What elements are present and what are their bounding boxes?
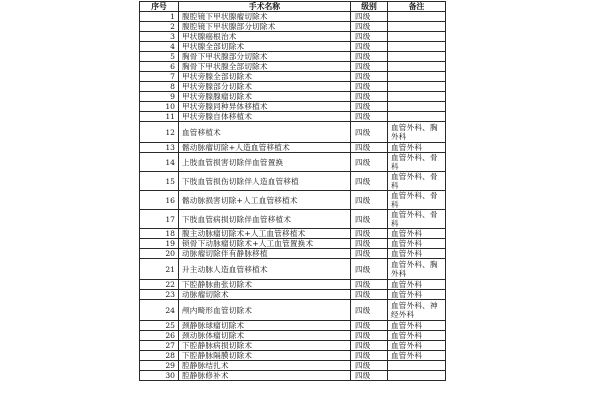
cell-surgery-name: 甲状旁腺自体移植术 bbox=[179, 112, 351, 122]
cell-surgery-name: 动脉瘤切除术 bbox=[179, 290, 351, 300]
table-row bbox=[140, 153, 446, 172]
cell-note bbox=[388, 82, 446, 92]
cell-level: 四级 bbox=[351, 143, 388, 153]
table-row bbox=[140, 122, 446, 143]
cell-level: 四级 bbox=[351, 52, 388, 62]
cell-note: 血管外科 bbox=[388, 229, 446, 239]
cell-no: 29 bbox=[140, 361, 179, 371]
cell-note bbox=[388, 102, 446, 112]
cell-surgery-name: 甲状旁腺部分切除术 bbox=[179, 82, 351, 92]
cell-level: 四级 bbox=[351, 351, 388, 361]
cell-note bbox=[388, 52, 446, 62]
table-row bbox=[140, 361, 446, 371]
cell-surgery-name: 甲状腺癌根治术 bbox=[179, 32, 351, 42]
cell-no: 27 bbox=[140, 341, 179, 351]
cell-note: 血管外科 bbox=[388, 249, 446, 259]
cell-level: 四级 bbox=[351, 331, 388, 341]
header-no: 序号 bbox=[140, 2, 179, 12]
cell-level: 四级 bbox=[351, 239, 388, 249]
cell-note: 血管外科 bbox=[388, 239, 446, 249]
cell-level: 四级 bbox=[351, 321, 388, 331]
cell-level: 四级 bbox=[351, 32, 388, 42]
cell-level: 四级 bbox=[351, 22, 388, 32]
cell-note: 血管外科 bbox=[388, 143, 446, 153]
cell-level: 四级 bbox=[351, 122, 388, 143]
cell-note: 血管外科 bbox=[388, 341, 446, 351]
cell-note: 血管外科 bbox=[388, 290, 446, 300]
table-row bbox=[140, 143, 446, 153]
cell-note bbox=[388, 32, 446, 42]
cell-no: 12 bbox=[140, 122, 179, 143]
cell-no: 30 bbox=[140, 371, 179, 381]
table-header bbox=[140, 2, 446, 12]
table-row bbox=[140, 229, 446, 239]
cell-surgery-name: 胸骨下甲状腺全部切除术 bbox=[179, 62, 351, 72]
table-row bbox=[140, 249, 446, 259]
cell-surgery-name: 髂动脉瘤切除+人造血管移植术 bbox=[179, 143, 351, 153]
cell-surgery-name: 颈动脉体瘤切除术 bbox=[179, 331, 351, 341]
cell-no: 5 bbox=[140, 52, 179, 62]
cell-surgery-name: 锁骨下动脉瘤切除术+人工血管置换术 bbox=[179, 239, 351, 249]
cell-level: 四级 bbox=[351, 172, 388, 191]
table-row bbox=[140, 172, 446, 191]
cell-surgery-name: 下肢血管病损切除伴血管移植术 bbox=[179, 210, 351, 229]
cell-level: 四级 bbox=[351, 371, 388, 381]
cell-no: 26 bbox=[140, 331, 179, 341]
cell-note bbox=[388, 42, 446, 52]
cell-level: 四级 bbox=[351, 290, 388, 300]
cell-no: 20 bbox=[140, 249, 179, 259]
cell-surgery-name: 血管移植术 bbox=[179, 122, 351, 143]
header-name: 手术名称 bbox=[179, 2, 351, 12]
cell-level: 四级 bbox=[351, 102, 388, 112]
cell-level: 四级 bbox=[351, 229, 388, 239]
cell-no: 8 bbox=[140, 82, 179, 92]
cell-note bbox=[388, 92, 446, 102]
cell-no: 24 bbox=[140, 300, 179, 321]
header-row bbox=[140, 2, 446, 12]
cell-no: 3 bbox=[140, 32, 179, 42]
cell-level: 四级 bbox=[351, 62, 388, 72]
cell-level: 四级 bbox=[351, 112, 388, 122]
table-row bbox=[140, 191, 446, 210]
table-row bbox=[140, 22, 446, 32]
cell-surgery-name: 颈静脉球瘤切除术 bbox=[179, 321, 351, 331]
cell-surgery-name: 上肢血管损害切除伴血管置换 bbox=[179, 153, 351, 172]
cell-no: 6 bbox=[140, 62, 179, 72]
cell-note: 血管外科、胸外科 bbox=[388, 122, 446, 143]
cell-no: 10 bbox=[140, 102, 179, 112]
cell-note: 血管外科、神经外科 bbox=[388, 300, 446, 321]
table-row bbox=[140, 92, 446, 102]
cell-no: 1 bbox=[140, 12, 179, 22]
cell-level: 四级 bbox=[351, 259, 388, 280]
cell-surgery-name: 动脉瘤切除伴有静脉移植 bbox=[179, 249, 351, 259]
cell-no: 22 bbox=[140, 280, 179, 290]
cell-note: 血管外科 bbox=[388, 351, 446, 361]
cell-surgery-name: 胸骨下甲状腺部分切除术 bbox=[179, 52, 351, 62]
table-row bbox=[140, 72, 446, 82]
cell-note bbox=[388, 112, 446, 122]
table-row bbox=[140, 210, 446, 229]
cell-level: 四级 bbox=[351, 191, 388, 210]
cell-note: 血管外科、骨科 bbox=[388, 191, 446, 210]
cell-level: 四级 bbox=[351, 92, 388, 102]
surgery-table bbox=[139, 1, 446, 381]
cell-surgery-name: 甲状旁腺腺瘤切除术 bbox=[179, 92, 351, 102]
cell-no: 11 bbox=[140, 112, 179, 122]
cell-level: 四级 bbox=[351, 249, 388, 259]
cell-no: 17 bbox=[140, 210, 179, 229]
cell-surgery-name: 甲状腺全部切除术 bbox=[179, 42, 351, 52]
cell-level: 四级 bbox=[351, 361, 388, 371]
cell-surgery-name: 腔静脉修补术 bbox=[179, 371, 351, 381]
cell-no: 19 bbox=[140, 239, 179, 249]
cell-no: 7 bbox=[140, 72, 179, 82]
cell-note bbox=[388, 72, 446, 82]
cell-level: 四级 bbox=[351, 72, 388, 82]
table-row bbox=[140, 341, 446, 351]
cell-surgery-name: 腹腔镜下甲状腺部分切除术 bbox=[179, 22, 351, 32]
cell-surgery-name: 升主动脉人造血管移植术 bbox=[179, 259, 351, 280]
cell-no: 23 bbox=[140, 290, 179, 300]
cell-note: 血管外科、骨科 bbox=[388, 153, 446, 172]
cell-note: 血管外科、胸外科 bbox=[388, 259, 446, 280]
cell-note: 血管外科 bbox=[388, 321, 446, 331]
table-row bbox=[140, 290, 446, 300]
cell-no: 18 bbox=[140, 229, 179, 239]
table-row bbox=[140, 112, 446, 122]
cell-surgery-name: 下腔静脉曲张切除术 bbox=[179, 280, 351, 290]
cell-note bbox=[388, 22, 446, 32]
table-body bbox=[140, 12, 446, 381]
cell-no: 25 bbox=[140, 321, 179, 331]
cell-surgery-name: 下腔静脉隔膜切除术 bbox=[179, 351, 351, 361]
cell-note bbox=[388, 12, 446, 22]
cell-surgery-name: 腔静脉结扎术 bbox=[179, 361, 351, 371]
table-row bbox=[140, 259, 446, 280]
cell-surgery-name: 下腔静脉病损切除术 bbox=[179, 341, 351, 351]
cell-surgery-name: 下肢血管损伤切除伴人造血管移植 bbox=[179, 172, 351, 191]
cell-no: 16 bbox=[140, 191, 179, 210]
table-row bbox=[140, 280, 446, 290]
cell-level: 四级 bbox=[351, 210, 388, 229]
table-row bbox=[140, 12, 446, 22]
cell-note: 血管外科、骨科 bbox=[388, 172, 446, 191]
cell-surgery-name: 髂动脉损害切除+人工血管移植术 bbox=[179, 191, 351, 210]
cell-note bbox=[388, 62, 446, 72]
cell-no: 15 bbox=[140, 172, 179, 191]
cell-no: 28 bbox=[140, 351, 179, 361]
cell-no: 14 bbox=[140, 153, 179, 172]
table-row bbox=[140, 102, 446, 112]
header-note: 备注 bbox=[388, 2, 446, 12]
cell-no: 9 bbox=[140, 92, 179, 102]
cell-no: 4 bbox=[140, 42, 179, 52]
cell-level: 四级 bbox=[351, 300, 388, 321]
cell-note bbox=[388, 371, 446, 381]
cell-level: 四级 bbox=[351, 42, 388, 52]
table-row bbox=[140, 52, 446, 62]
cell-surgery-name: 腹腔镜下甲状腺瘤切除术 bbox=[179, 12, 351, 22]
cell-note: 血管外科、骨科 bbox=[388, 210, 446, 229]
cell-no: 2 bbox=[140, 22, 179, 32]
table-row bbox=[140, 239, 446, 249]
table-row bbox=[140, 32, 446, 42]
cell-surgery-name: 腹主动脉瘤切除术+人工血管移植术 bbox=[179, 229, 351, 239]
cell-surgery-name: 颅内畸形血管切除术 bbox=[179, 300, 351, 321]
table-row bbox=[140, 300, 446, 321]
cell-level: 四级 bbox=[351, 341, 388, 351]
table-row bbox=[140, 331, 446, 341]
table-row bbox=[140, 82, 446, 92]
table-row bbox=[140, 62, 446, 72]
table-row bbox=[140, 351, 446, 361]
cell-surgery-name: 甲状旁腺全部切除术 bbox=[179, 72, 351, 82]
table-row bbox=[140, 42, 446, 52]
cell-note: 血管外科 bbox=[388, 331, 446, 341]
cell-note bbox=[388, 361, 446, 371]
table-row bbox=[140, 321, 446, 331]
cell-surgery-name: 甲状旁腺同种异体移植术 bbox=[179, 102, 351, 112]
cell-level: 四级 bbox=[351, 153, 388, 172]
header-level: 级别 bbox=[351, 2, 388, 12]
cell-level: 四级 bbox=[351, 280, 388, 290]
cell-level: 四级 bbox=[351, 12, 388, 22]
cell-no: 21 bbox=[140, 259, 179, 280]
cell-no: 13 bbox=[140, 143, 179, 153]
cell-level: 四级 bbox=[351, 82, 388, 92]
table-row bbox=[140, 371, 446, 381]
cell-note: 血管外科 bbox=[388, 280, 446, 290]
